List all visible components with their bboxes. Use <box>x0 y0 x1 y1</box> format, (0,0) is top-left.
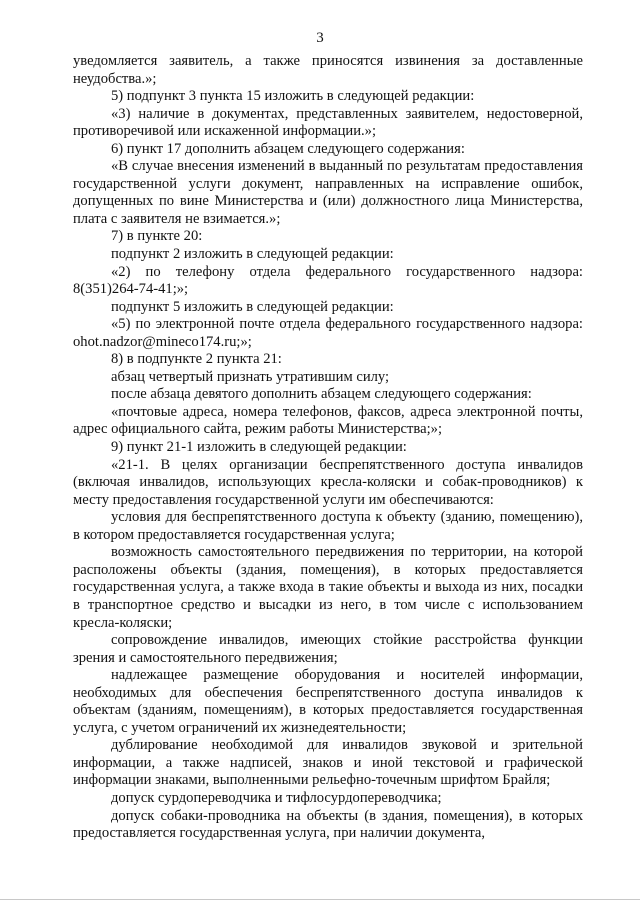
paragraph: «В случае внесения изменений в выданный по результатам предоставления государственной услуги документ, направленных на исправление ошибок, допущенных по вине Министерства и (или) должностного лица Министерства, плата с заявителя не взимается.»; <box>73 158 583 227</box>
page-bottom-rule <box>0 899 640 900</box>
paragraph: допуск сурдопереводчика и тифлосурдопереводчика; <box>111 789 442 806</box>
paragraph: 6) пункт 17 дополнить абзацем следующего содержания: <box>111 140 465 157</box>
paragraph: возможность самостоятельного передвижения по территории, на которой расположены объекты (здания, помещения), в которых предоставляется государственная услуга, а также входа в такие объекты и выхода из них, посадки в транспортное средство и высадки из него, в том числе с использованием кресла-коляски; <box>73 544 583 631</box>
paragraph: подпункт 2 изложить в следующей редакции: <box>111 246 394 263</box>
paragraph: сопровождение инвалидов, имеющих стойкие расстройства функции зрения и самостоятельного передвижения; <box>73 632 583 666</box>
paragraph: после абзаца девятого дополнить абзацем следующего содержания: <box>111 386 532 403</box>
paragraph: «3) наличие в документах, представленных заявителем, недостоверной, противоречивой или искаженной информации.»; <box>73 105 583 140</box>
document-body <box>73 53 583 843</box>
paragraph: абзац четвертый признать утратившим силу; <box>111 368 390 385</box>
paragraph: условия для беспрепятственного доступа к объекту (зданию, помещению), в котором предоставляется государственная услуга; <box>73 509 583 543</box>
paragraph: «почтовые адреса, номера телефонов, факсов, адреса электронной почты, адрес официального сайта, режим работы Министерства;»; <box>73 403 583 438</box>
paragraph: подпункт 5 изложить в следующей редакции: <box>111 298 394 315</box>
paragraph: уведомляется заявитель, а также приносятся извинения за доставленные неудобства.»; <box>73 53 583 87</box>
paragraph: «21-1. В целях организации беспрепятственного доступа инвалидов (включая инвалидов, использующих кресла-коляски и собак-проводников) к месту предоставления государственной услуги им обеспечиваются: <box>73 456 583 508</box>
paragraph: 7) в пункте 20: <box>111 228 203 245</box>
paragraph: 8) в подпункте 2 пункта 21: <box>111 351 282 368</box>
paragraph: надлежащее размещение оборудования и носителей информации, необходимых для обеспечения беспрепятственного доступа инвалидов к объектам (зданиям, помещениям), в которых предоставляется государственная услуга, с учетом ограничений их жизнедеятельности; <box>73 667 583 736</box>
paragraph: 9) пункт 21-1 изложить в следующей редакции: <box>111 439 407 456</box>
paragraph: допуск собаки-проводника на объекты (в здания, помещения), в которых предоставляется государственная услуга, при наличии документа, <box>73 807 583 842</box>
page-number: 3 <box>316 30 324 46</box>
paragraph: дублирование необходимой для инвалидов звуковой и зрительной информации, а также надписей, знаков и иной текстовой и графической информации знаками, выполненными рельефно-точечным шрифтом Брайля; <box>73 737 583 789</box>
paragraph: «2) по телефону отдела федерального государственного надзора: 8(351)264-74-41;»; <box>73 263 583 298</box>
paragraph: «5) по электронной почте отдела федерального государственного надзора: ohot.nadzor@mineco174.ru;»; <box>73 316 583 350</box>
paragraph: 5) подпункт 3 пункта 15 изложить в следующей редакции: <box>111 88 475 105</box>
